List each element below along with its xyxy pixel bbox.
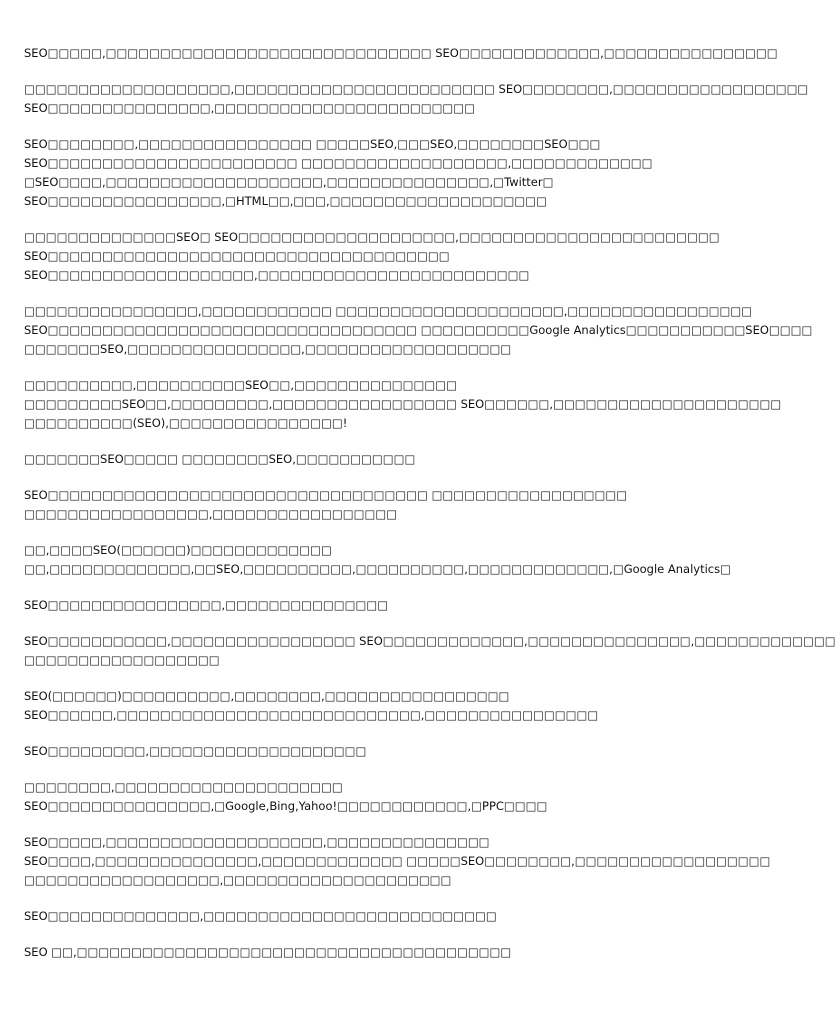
text-line: SEO□□□□□□□□,□□□□□□□□□□□□□□□□ □□□□□SEO,□□□SEO,□□□□□□□□SEO□□□ [24, 137, 601, 151]
text-line: □□□□□□□□□□□□□□□□□,□□□□□□□□□□□□□□□□□ [24, 507, 398, 521]
paragraph [24, 376, 782, 433]
text-line: SEO(□□□□□□)□□□□□□□□□□,□□□□□□□□,□□□□□□□□□□□□□□□□□ [24, 689, 510, 703]
text-line: □□□□□□□□,□□□□□□□□□□□□□□□□□□□□□ [24, 780, 343, 794]
paragraph [24, 742, 704, 761]
text-line: □□,□□□□SEO(□□□□□□)□□□□□□□□□□□□□ [24, 543, 332, 557]
text-line: □□□□□□□□□SEO□□,□□□□□□□□□,□□□□□□□□□□□□□□□□□ SEO□□□□□□,□□□□□□□□□□□□□□□□□□□□□ [24, 397, 782, 411]
paragraph [24, 486, 704, 524]
text-line: SEO□□□□□□□□□□□□□□□,□Google,Bing,Yahoo!□□□□□□□□□□□□,□PPC□□□□ [24, 799, 548, 813]
paragraph [24, 596, 704, 615]
text-line: SEO□□□□□,□□□□□□□□□□□□□□□□□□□□,□□□□□□□□□□□□□□□ [24, 835, 490, 849]
text-line: □□□□□□□□□□□□□□SEO□ SEO□□□□□□□□□□□□□□□□□□□□,□□□□□□□□□□□□□□□□□□□□□□□□ [24, 230, 720, 244]
text-line: SEO□□□□□□□□□□□,□□□□□□□□□□□□□□□□□ SEO□□□□□□□□□□□□□,□□□□□□□□□□□□□□□,□□□□□□□□□□□□□ [24, 634, 836, 648]
text-line: SEO□□□□□□□□□□□□□□□□□□□□□□□□□□□□□□□□□□□ □□□□□□□□□□□□□□□□□□ [24, 488, 628, 502]
text-line: SEO□□□□□□,□□□□□□□□□□□□□□□□□□□□□□□□□□□□,□□□□□□□□□□□□□□□□ [24, 708, 599, 722]
paragraph [24, 907, 704, 926]
paragraph [24, 450, 704, 469]
text-line: SEO□□□□□□□□□□□□□□□□□□□,□□□□□□□□□□□□□□□□□□□□□□□□□ [24, 268, 530, 282]
paragraph [24, 228, 720, 285]
paragraph [24, 687, 704, 725]
text-line: SEO□□□□□□□□□□□□□□□□,□□□□□□□□□□□□□□□ [24, 598, 389, 612]
text-line: □□□□□□□SEO□□□□□ □□□□□□□□SEO,□□□□□□□□□□□ [24, 452, 416, 466]
paragraph [24, 778, 704, 816]
text-line: SEO □□,□□□□□□□□□□□□□□□□□□□□□□□□□□□□□□□□□□□□□□□□ [24, 945, 512, 959]
text-line: □□□□□□□□□□□□□□□□,□□□□□□□□□□□□ □□□□□□□□□□□□□□□□□□□□□,□□□□□□□□□□□□□□□□□ [24, 304, 753, 318]
document-body [24, 44, 836, 979]
text-line: □□□□□□□□□□(SEO),□□□□□□□□□□□□□□□□! [24, 416, 348, 430]
paragraph [24, 833, 771, 890]
paragraph [24, 943, 704, 962]
text-line: SEO□□□□□□□□□□□□□□□□,□HTML□□,□□□,□□□□□□□□□□□□□□□□□□□□ [24, 194, 547, 208]
paragraph [24, 44, 778, 63]
text-line: □□,□□□□□□□□□□□□□,□□SEO,□□□□□□□□□□,□□□□□□□□□□,□□□□□□□□□□□□□,□Google Analytics□ [24, 562, 731, 576]
paragraph [24, 135, 704, 211]
text-line: SEO□□□□,□□□□□□□□□□□□□□□,□□□□□□□□□□□□□ □□□□□SEO□□□□□□□□,□□□□□□□□□□□□□□□□□□ [24, 854, 771, 868]
text-line: SEO□□□□□□□□□□□□□□□□□□□□□□□ □□□□□□□□□□□□□□□□□□□,□□□□□□□□□□□□□ [24, 156, 653, 170]
text-line: □□□□□□□□□□□□□□□□□□□,□□□□□□□□□□□□□□□□□□□□□□□□ SEO□□□□□□□□,□□□□□□□□□□□□□□□□□□ [24, 82, 809, 96]
paragraph [24, 302, 813, 359]
text-line: SEO□□□□□□□□□□□□□□□□□□□□□□□□□□□□□□□□□□□□□ [24, 249, 450, 263]
text-line: □□□□□□□□□□□□□□□□□□ [24, 653, 220, 667]
text-line: SEO□□□□□□□□□□□□□□□,□□□□□□□□□□□□□□□□□□□□□□□□ [24, 101, 476, 115]
text-line: □□□□□□□□□□□□□□□□□□,□□□□□□□□□□□□□□□□□□□□□ [24, 873, 452, 887]
text-line: SEO□□□□□□□□□□□□□□,□□□□□□□□□□□□□□□□□□□□□□□□□□□ [24, 909, 497, 923]
text-line: □□□□□□□SEO,□□□□□□□□□□□□□□□□,□□□□□□□□□□□□□□□□□□□ [24, 342, 512, 356]
text-line: SEO□□□□□,□□□□□□□□□□□□□□□□□□□□□□□□□□□□□□ SEO□□□□□□□□□□□□□,□□□□□□□□□□□□□□□□ [24, 46, 778, 60]
text-line: □SEO□□□□,□□□□□□□□□□□□□□□□□□□□,□□□□□□□□□□□□□□□,□Twitter□ [24, 175, 554, 189]
paragraph [24, 632, 836, 670]
paragraph [24, 80, 809, 118]
paragraph [24, 541, 731, 579]
text-line: SEO□□□□□□□□□,□□□□□□□□□□□□□□□□□□□□ [24, 744, 367, 758]
text-line: SEO□□□□□□□□□□□□□□□□□□□□□□□□□□□□□□□□□□ □□□□□□□□□□Google Analytics□□□□□□□□□□□SEO□□□□ [24, 323, 813, 337]
text-line: □□□□□□□□□□,□□□□□□□□□□SEO□□,□□□□□□□□□□□□□□□ [24, 378, 457, 392]
